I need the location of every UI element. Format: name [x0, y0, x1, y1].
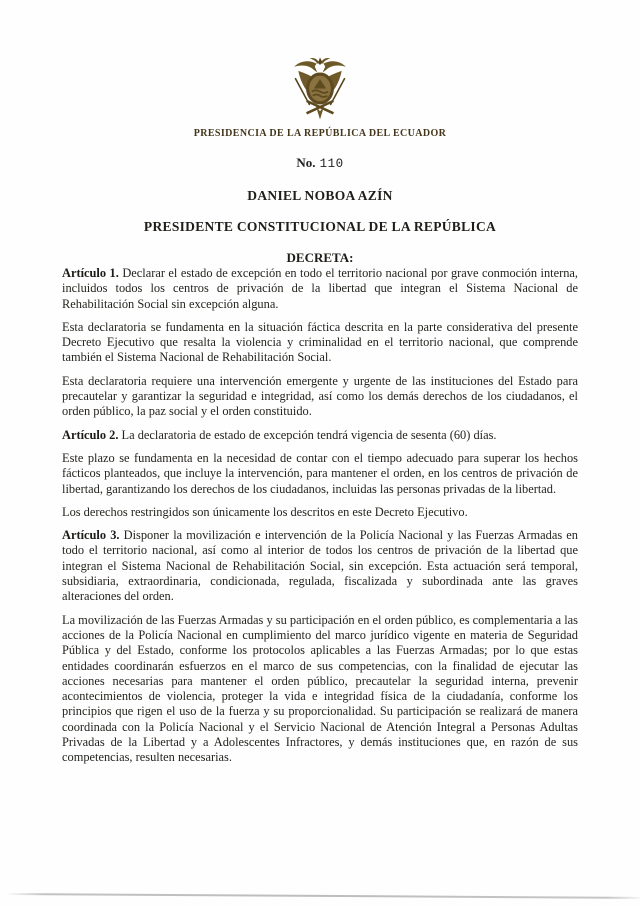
scan-page-edge [6, 893, 640, 898]
paragraph-article-1 [62, 266, 578, 312]
president-name: DANIEL NOBOA AZÍN [247, 188, 393, 203]
decree-number-value: 110 [319, 157, 344, 171]
paragraph-text: Disponer la movilización e intervención de la Policía Nacional y las Fuerzas Armadas en todo el territorio nacional, así como al interior de todos los centros de privación de la libertad que integran el Sistema Nacional de Rehabilitación Social, sin excepción. Esta actuación será temporal, subsidiaria, extraordinaria, condicionada, regulada, fiscalizada y subordinada ante las graves alteraciones del orden. [62, 528, 578, 604]
paragraph [62, 505, 578, 520]
paragraph [62, 320, 578, 366]
decree-body [62, 266, 578, 774]
article-1-label: Artículo 1. [62, 266, 123, 280]
president-role: PRESIDENTE CONSTITUCIONAL DE LA REPÚBLICA [143, 219, 497, 234]
paragraph [62, 374, 578, 420]
decree-number-label: No. [296, 155, 316, 170]
paragraph-text: Los derechos restringidos son únicamente los descritos en este Decreto Ejecutivo. [62, 504, 468, 519]
paragraph-text: La movilización de las Fuerzas Armadas y su participación en el orden público, es complementaria a las acciones de la Policía Nacional en cumplimiento del marco jurídico vigente en materia de Seguridad Pública y del Estado, conforme los protocolos aplicables a las Fuerzas Armadas; por lo que estas entidades coordinarán esfuerzos en el marco de sus competencias, con la finalidad de ejecutar las acciones necesarias para mantener el orden público, precautelar la seguridad interna, prevenir acontecimientos de violencia, proteger la vida e integridad física de la ciudadanía, conforme los principios que rigen el uso de la fuerza y su proporcionalidad. Su participación se realizará de manera coordinada con la Policía Nacional y el Servicio Nacional de Atención Integral a Personas Adultas Privadas de la Libertad y a Adolescentes Infractores, y demás instituciones que, en razón de sus competencias, resulten necesarias. [62, 612, 578, 765]
paragraph-text: La declaratoria de estado de excepción tendrá vigencia de sesenta (60) días. [121, 427, 497, 442]
decreta-heading: DECRETA: [286, 250, 354, 265]
article-3-label: Artículo 3. [62, 528, 124, 543]
ecuador-coat-of-arms-icon [289, 54, 351, 124]
paragraph-text: Esta declaratoria requiere una intervención emergente y urgente de las instituciones del Estado para precautelar y garantizar la seguridad e integridad, así como los demás derechos de los ciudadanos, el orden público, la paz social y el orden constituido. [62, 373, 578, 419]
institution-header: PRESIDENCIA DE LA REPÚBLICA DEL ECUADOR [193, 128, 447, 139]
paragraph-text: Declarar el estado de excepción en todo el territorio nacional por grave conmoción interna, incluidos todos los centros de privación de la libertad que integran el Sistema Nacional de Rehabilitación Social sin excepción alguna. [62, 266, 578, 311]
paragraph-text: Este plazo se fundamenta en la necesidad de contar con el tiempo adecuado para superar los hechos fácticos planteados, que incluye la intervención, para mantener el orden, en los centros de privación de libertad, garantizando los derechos de los ciudadanos, incluidas las personas privadas de la libertad. [62, 450, 578, 496]
paragraph-text: Esta declaratoria se fundamenta en la situación fáctica descrita en la parte considerativa del presente Decreto Ejecutivo que resalta la violencia y criminalidad en el territorio nacional, que comprende también el Sistema Nacional de Rehabilitación Social. [62, 319, 578, 365]
decree-number-line [0, 154, 640, 173]
article-2-label: Artículo 2. [62, 427, 122, 442]
paragraph [62, 451, 578, 497]
paragraph-article-3 [62, 528, 578, 604]
paragraph [62, 613, 578, 766]
paragraph-article-2 [62, 428, 578, 443]
